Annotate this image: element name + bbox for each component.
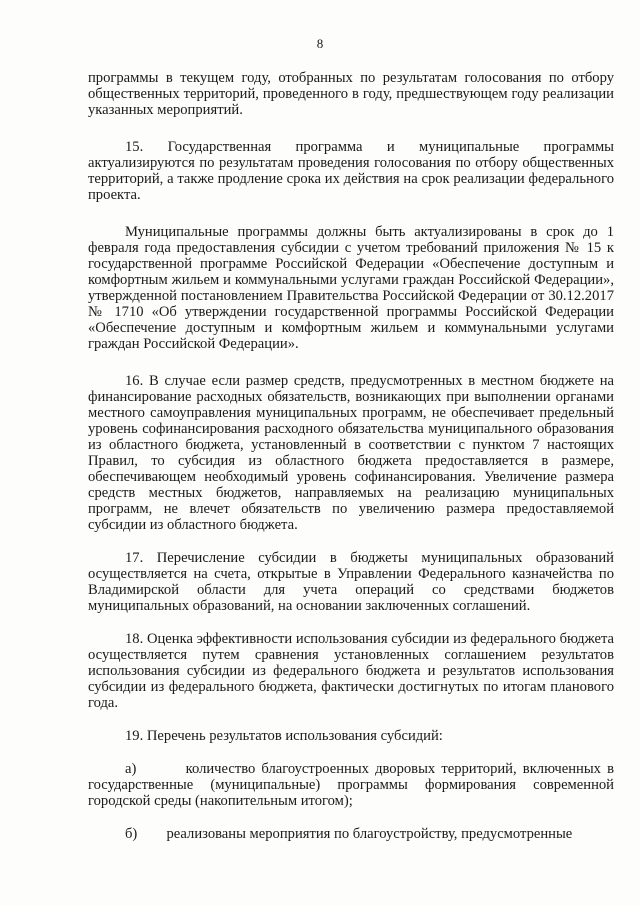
paragraph-municipal-programs: Муниципальные программы должны быть актуализированы в срок до 1 февраля года предоставления субсидии с учетом требований приложения № 15 к государственной программе Российской Федерации «Обеспечение доступным и комфортным жильем и коммунальными услугами граждан Российской Федерации», утвержденной постановлением Правительства Российской Федерации от 30.12.2017 № 1710 «Об утверждении государственной программы Российской Федерации «Обеспечение доступным и комфортным жильем и коммунальными услугами граждан Российской Федерации». (88, 224, 614, 352)
list-text-b: реализованы мероприятия по благоустройству, предусмотренные (166, 826, 573, 842)
paragraph-16: 16. В случае если размер средств, предусмотренных в местном бюджете на финансирование расходных обязательств, возникающих при выполнении органами местного самоуправления муниципальных программ, не обеспечивает предельный уровень софинансирования расходного обязательства муниципального образования из областного бюджета, установленный в соответствии с пунктом 7 настоящих Правил, то субсидия из областного бюджета предоставляется в размере, обеспечивающем необходимый уровень софинансирования. Увеличение размера средств местных бюджетов, направляемых на реализацию муниципальных программ, не влечет обязательств по увеличению размера предоставляемой субсидии из областного бюджета. (88, 373, 614, 533)
document-body (88, 70, 614, 842)
list-item-b (88, 826, 614, 842)
paragraph-19: 19. Перечень результатов использования субсидий: (125, 728, 443, 744)
list-marker-b: б) (125, 826, 138, 842)
paragraph-17: 17. Перечисление субсидии в бюджеты муниципальных образований осуществляется на счета, открытые в Управлении Федерального казначейства по Владимирской области для учета операций со средствами бюджетов муниципальных образований, на основании заключенных соглашений. (88, 550, 614, 614)
page-number: 8 (316, 36, 324, 51)
list-marker-a: а) (125, 761, 137, 777)
paragraph-continued: программы в текущем году, отобранных по результатам голосования по отбору общественных территорий, проведенного в году, предшествующем году реализации указанных мероприятий. (88, 70, 614, 118)
list-item-a (88, 761, 614, 809)
paragraph-18: 18. Оценка эффективности использования субсидии из федерального бюджета осуществляется путем сравнения установленных соглашением результатов использования субсидии из федерального бюджета и результатов использования субсидии из федерального бюджета, фактически достигнутых по итогам планового года. (88, 631, 614, 711)
list-text-a: количество благоустроенных дворовых территорий, включенных в государственные (муниципальные) программы формирования современной городской среды (накопительным итогом); (88, 761, 614, 809)
paragraph-15: 15. Государственная программа и муниципальные программы актуализируются по результатам проведения голосования по отбору общественных территорий, а также продление срока их действия на срок реализации федерального проекта. (88, 139, 614, 203)
